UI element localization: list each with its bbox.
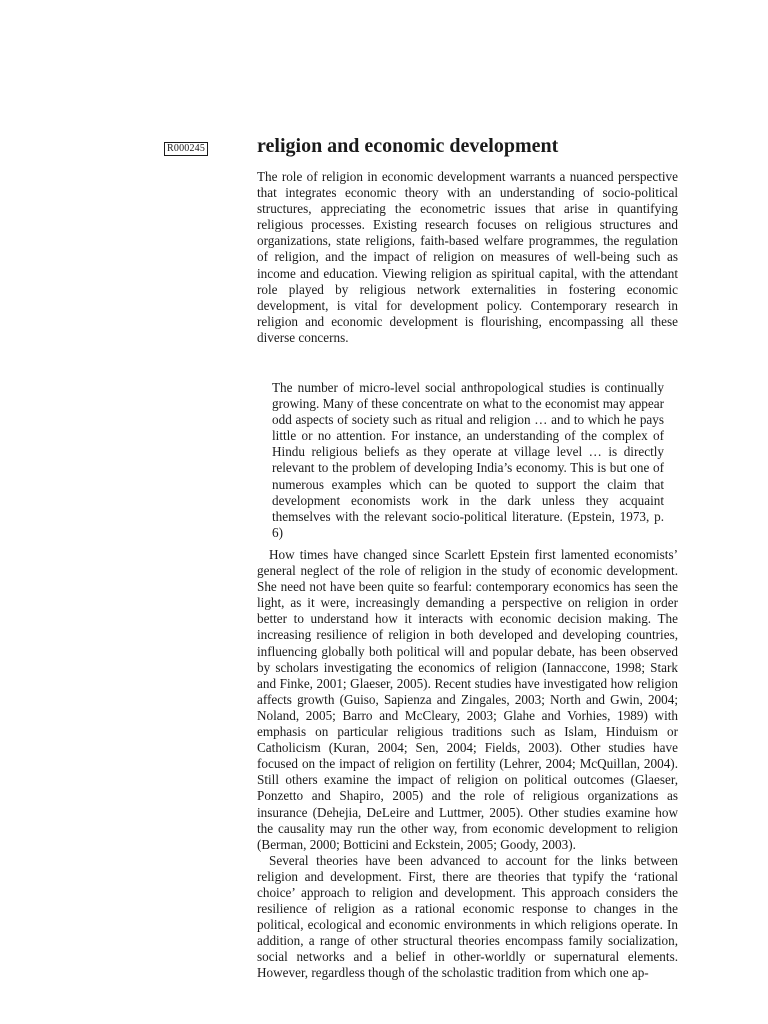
body-paragraph-1: How times have changed since Scarlett Epstein first lamented economists’ general neglect of the role of religion in the study of economic development. She need not have been quite so fearful: contemporary economics has seen the light, as it were, increasingly demanding a perspective on religion in order better to understand how it interacts with economic decision making. The increasing resilience of religion in both developed and developing countries, influencing globally both political will and popular debate, has been observed by scholars investigating the economics of religion (Iannaccone, 1998; Stark and Finke, 2001; Glaeser, 2005). Recent studies have investigated how religion affects growth (Guiso, Sapienza and Zingales, 2003; North and Gwin, 2004; Noland, 2005; Barro and McCleary, 2003; Glahe and Vorhies, 1989) with emphasis on particular religious traditions such as Islam, Hinduism or Catholicism (Kuran, 2004; Sen, 2004; Fields, 2003). Other studies have focused on the impact of religion on fertility (Lehrer, 2004; McQuillan, 2004). Still others examine the impact of religion on political outcomes (Glaeser, Ponzetto and Shapiro, 2005) and the role of religious organizations as insurance (Dehejia, DeLeire and Luttmer, 2005). Other studies examine how the causality may run the other way, from economic development to religion (Berman, 2000; Botticini and Eckstein, 2005; Goody, 2003).: [257, 547, 678, 852]
epigraph-quote: The number of micro-level social anthropological studies is continually growing. Many of these concentrate on what to the economist may appear odd aspects of society such as ritual and religion … and to which he pays little or no attention. For instance, an understanding of the complex of Hindu religious beliefs as they operate at village level … is directly relevant to the problem of developing India’s economy. This is but one of numerous examples which can be quoted to support the claim that development economists work in the dark unless they acquaint themselves with the relevant socio-political literature. (Epstein, 1973, p. 6): [272, 380, 664, 540]
article-title: religion and economic development: [257, 135, 559, 157]
article-id-label: R000245: [164, 142, 208, 156]
body-paragraph-2: Several theories have been advanced to account for the links between religion and development. First, there are theories that typify the ‘rational choice’ approach to religion and development. This approach considers the resilience of religion as a rational economic response to changes in the political, ecological and economic environments in which religions operate. In addition, a range of other structural theories encompass family socialization, social networks and a belief in other-worldly or supernatural elements. However, regardless though of the scholastic tradition from which one ap-: [257, 852, 678, 981]
body-text: [257, 547, 678, 982]
abstract-paragraph: The role of religion in economic development warrants a nuanced perspective that integrates economic theory with an understanding of socio-political structures, appreciating the econometric issues that arise in quantifying religious processes. Existing research focuses on religious structures and organizations, state religions, faith-based welfare programmes, the regulation of religion, and the impact of religion on measures of well-being such as income and education. Viewing religion as spiritual capital, with the attendant role played by religious network externalities in fostering economic development, is vital for development policy. Contemporary research in religion and economic development is flourishing, encompassing all these diverse concerns.: [257, 169, 678, 345]
